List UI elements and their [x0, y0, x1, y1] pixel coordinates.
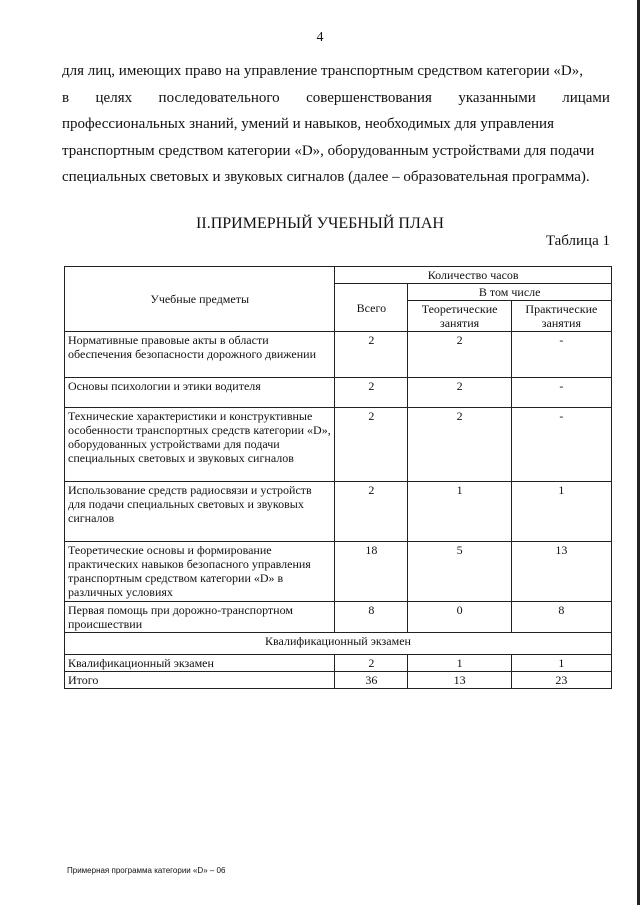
practice-cell: - — [511, 332, 611, 378]
practice-cell: - — [511, 378, 611, 408]
subject-cell: Квалификационный экзамен — [65, 655, 335, 672]
subject-cell: Технические характеристики и конструктивные особенности транспортных средств категории «D», оборудованных устройствами для подачи специальных световых и звуковых сигналов — [65, 408, 335, 482]
curriculum-table — [64, 266, 612, 689]
subject-cell: Основы психологии и этики водителя — [65, 378, 335, 408]
header-theory: Теоретические занятия — [408, 301, 511, 332]
word: в — [62, 89, 70, 106]
intro-paragraph — [62, 58, 610, 191]
word: указанными — [458, 89, 536, 106]
paragraph-line: транспортным средством категории «D», оборудованным устройствами для подачи — [62, 142, 595, 159]
word: целях — [95, 89, 133, 106]
subject-cell: Первая помощь при дорожно-транспортном происшествии — [65, 602, 335, 633]
subject-cell: Итого — [65, 672, 335, 689]
word: совершенствования — [306, 89, 432, 106]
header-subjects: Учебные предметы — [65, 267, 335, 332]
theory-cell: 1 — [408, 482, 511, 542]
word: лицами — [562, 89, 610, 106]
header-practice: Практические занятия — [511, 301, 611, 332]
theory-cell: 0 — [408, 602, 511, 633]
practice-cell: 13 — [511, 542, 611, 602]
paragraph-line: для лиц, имеющих право на управление транспортным средством категории «D», — [62, 63, 583, 79]
word: последовательного — [158, 89, 280, 106]
total-cell: 2 — [335, 482, 408, 542]
practice-cell: 8 — [511, 602, 611, 633]
total-cell: 2 — [335, 332, 408, 378]
paragraph-line: профессиональных знаний, умений и навыков, необходимых для управления — [62, 116, 554, 132]
header-total: Всего — [335, 284, 408, 332]
total-cell: 36 — [335, 672, 408, 689]
table-row — [65, 332, 612, 378]
paragraph-line-justified — [62, 85, 610, 112]
table-label: Таблица 1 — [545, 233, 610, 249]
exam-section-row — [65, 633, 612, 655]
practice-cell: 23 — [511, 672, 611, 689]
page-number: 4 — [316, 30, 324, 45]
table-row — [65, 542, 612, 602]
practice-cell: 1 — [511, 482, 611, 542]
total-cell: 2 — [335, 655, 408, 672]
header-including: В том числе — [408, 284, 612, 301]
subject-cell: Теоретические основы и формирование практических навыков безопасного управления транспортным средством категории «D» в различных условиях — [65, 542, 335, 602]
exam-row — [65, 655, 612, 672]
total-row — [65, 672, 612, 689]
table-row — [65, 408, 612, 482]
table-row — [65, 378, 612, 408]
subject-cell: Использование средств радиосвязи и устройств для подачи специальных световых и звуковых сигналов — [65, 482, 335, 542]
header-hours: Количество часов — [335, 267, 612, 284]
practice-cell: - — [511, 408, 611, 482]
practice-cell: 1 — [511, 655, 611, 672]
total-cell: 2 — [335, 378, 408, 408]
table-row — [65, 602, 612, 633]
theory-cell: 2 — [408, 378, 511, 408]
total-cell: 2 — [335, 408, 408, 482]
total-cell: 8 — [335, 602, 408, 633]
theory-cell: 5 — [408, 542, 511, 602]
paragraph-line: специальных световых и звуковых сигналов (далее – образовательная программа). — [62, 169, 590, 185]
theory-cell: 1 — [408, 655, 511, 672]
exam-section-title: Квалификационный экзамен — [65, 633, 612, 655]
footer-note: Примерная программа категории «D» – 06 — [67, 866, 226, 875]
theory-cell: 13 — [408, 672, 511, 689]
section-title: II.ПРИМЕРНЫЙ УЧЕБНЫЙ ПЛАН — [196, 215, 444, 232]
theory-cell: 2 — [408, 332, 511, 378]
total-cell: 18 — [335, 542, 408, 602]
subject-cell: Нормативные правовые акты в области обеспечения безопасности дорожного движении — [65, 332, 335, 378]
theory-cell: 2 — [408, 408, 511, 482]
table-row — [65, 482, 612, 542]
